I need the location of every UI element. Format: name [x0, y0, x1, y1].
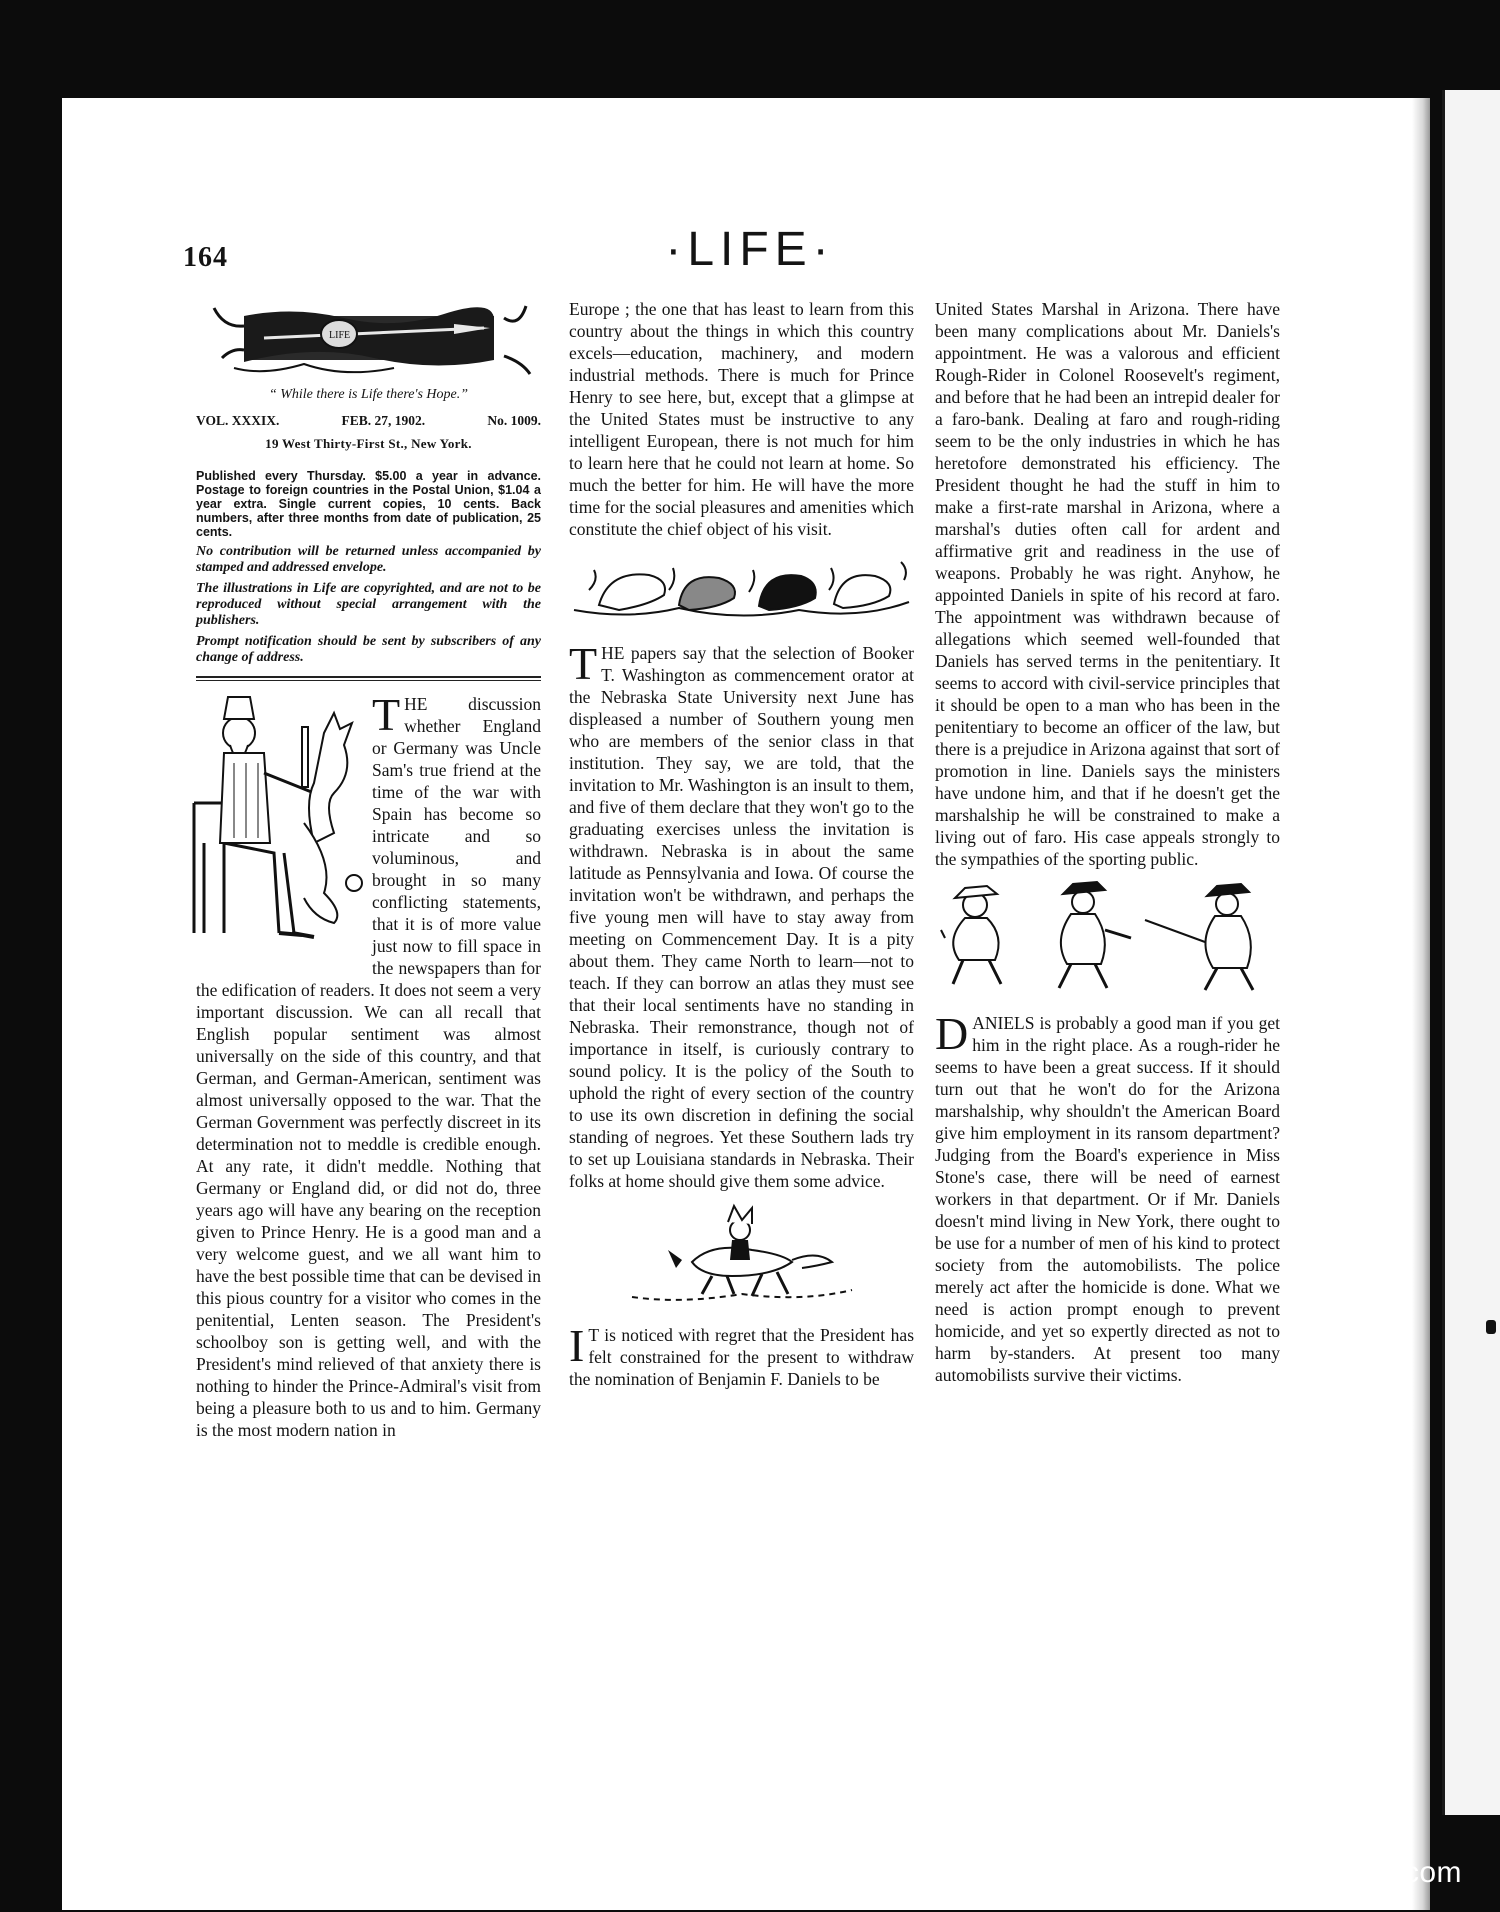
- dropcap-t-2: T: [569, 638, 598, 689]
- dropcap-i: I: [569, 1320, 585, 1371]
- volume-line: [196, 410, 541, 432]
- volume-number: VOL. XXXIX.: [196, 413, 280, 428]
- masthead-title: ·LIFE·: [665, 223, 835, 276]
- uncle-sam-illustration-wrap: [184, 693, 364, 953]
- chameleons-decorative-border: [569, 550, 914, 630]
- contribution-notice: No contribution will be returned unless accompanied by stamped and addressed envelope.: [196, 544, 541, 575]
- publication-info: Published every Thursday. $5.00 a year in advance. Postage to foreign countries in the Postal Union, $1.04 a year extra. Single current copies, 10 cents. Back numbers, after three months from date of publication, 25 cents.: [196, 469, 541, 539]
- dropcap-d: D: [935, 1008, 969, 1059]
- article-daniels-nomination-text: T is noticed with regret that the President has felt constrained for the present to withdraw the nomination of Benjamin F. Daniels to be: [569, 1325, 914, 1389]
- column-1: [196, 298, 541, 1441]
- page-fold-shadow: [1412, 98, 1430, 1910]
- article-daniels-rough-rider-text: ANIELS is probably a good man if you get him in the right place. As a rough-rider he seems to have been a great success. If it should turn out that he won't do for the Arizona marshalship, why shouldn't the American Board give him employment in its ransom department? Judging from the Board's experience in Miss Stone's case, there will be need of earnest workers in that department. Or if Mr. Daniels doesn't mind living in New York, there ought to be use for a number of men of his kind to protect society from the automobilists. The police merely act after the homicide is done. What we need is action prompt enough to prevent homicide, and yet so expertly directed as not to harm by-standers. At present too many automobilists survive their victims.: [935, 1013, 1280, 1385]
- issue-number: No. 1009.: [487, 413, 541, 428]
- life-masthead-vignette: [204, 298, 534, 380]
- article-booker-washington: [569, 638, 914, 1192]
- article-daniels-continued: United States Marshal in Arizona. There have been many complications about Mr. Daniels's appointment. He was a valorous and efficient Rough-Rider in Colonel Roosevelt's regiment, and before that he had been an intrepid dealer for a faro-bank. Dealing at faro and rough-riding seem to be the only industries in which he has heretofore demonstrated his efficiency. The President thought he had the stuff in him to make a first-rate marshal in Arizona, where a marshal's duties often call for ardent and affirmative grit and readiness in the use of weapons. Probably he was right. Anyhow, he appointed Daniels in spite of his record at faro. The appointment was withdrawn because of allegations which seemed well-founded that Daniels has served terms in the penitentiary. It seems to accord with civil-service principles that it should be open to a man who has been in the penitentiary to become an officer of the law, but there is a prejudice in Arizona against that sort of promotion in line. Daniels says the ministers have undone him, and that if he doesn't get the marshalship he will be constrained to make a living out of faro. His case appeals strongly to the sympathies of the sporting public.: [935, 299, 1280, 869]
- svg-text:LIFE: LIFE: [328, 330, 350, 341]
- column-3: [935, 298, 1280, 1386]
- publisher-address: 19 West Thirty-First St., New York.: [265, 436, 472, 451]
- dropcap-t: T: [372, 689, 401, 740]
- watermark: comicbooks.com: [1231, 1856, 1462, 1889]
- jester-on-horse-illustration: [622, 1202, 862, 1312]
- article-england-germany-text: HE discussion whether England or Germany was Uncle Sam's true friend at the time of the war with Spain has become so intricate and so voluminous, and brought in so many conflicting statements, that it is of more value just now to fill space in the newspapers than for the edification of readers. It does not seem a very important discussion. We can all recall that English popular sentiment was almost universally on the side of this country, and that German, and German-American, sentiment was almost universally opposed to the war. That the German Government was perfectly discreet in its determination not to meddle is credible enough. At any rate, it didn't meddle. Nothing that Germany or England did, or did not do, three years ago will have any bearing on the reception given to Prince Henry. He is a good man and a very welcome guest, and we all want him to have the best possible time that can be devised in this pious country for a visitor who comes in the penitential, Lenten season. The President's schoolboy son is getting well, and with the President's mind relieved of that anxiety there is nothing to hinder the Prince-Admiral's visit from being a pleasure both to us and to him. Germany is the most modern nation in: [196, 694, 542, 1440]
- divider-rule: [196, 676, 541, 681]
- article-england-germany: [196, 689, 542, 1441]
- three-duelling-figures-illustration: [935, 880, 1280, 1000]
- article-daniels-rough-rider: [935, 1008, 1280, 1386]
- address-change-notice: Prompt notification should be sent by subscribers of any change of address.: [196, 634, 541, 665]
- motto: “ While there is Life there's Hope.”: [268, 387, 469, 402]
- issue-date: FEB. 27, 1902.: [341, 413, 426, 428]
- page-number: 164: [183, 242, 228, 273]
- page-edge-mark: [1486, 1320, 1496, 1334]
- copyright-notice: The illustrations in Life are copyrighted, and are not to be reproduced without special arrangement with the publishers.: [196, 581, 541, 628]
- article-booker-washington-text: HE papers say that the selection of Booker T. Washington as commencement orator at the Nebraska State University next June has displeased a number of Southern young men who are members of the senior class in that institution. They say, we are told, that the invitation to Mr. Washington is an insult to them, and five of them declare that they won't go to the graduating exercises unless the invitation is withdrawn. Nebraska is in about the same latitude as Pennsylvania and Iowa. Of course the invitation won't be withdrawn, and perhaps the five young men will have to stay away from meeting on Commencement Day. It is a pity about them. They came North to learn—not to teach. If they can borrow an atlas they must see that their local sentiments have no standing in Nebraska. Their remonstrance, though not of importance in itself, is curiously contrary to sound policy. It is the policy of the South to uphold the right of every section of the country to use its own discretion in defining the social standing of negroes. Yet these Southern lads try to set up Louisiana standards in Nebraska. Their folks at home should give them some advice.: [569, 643, 914, 1191]
- column-2: [569, 298, 914, 1390]
- article-prince-henry-continued: Europe ; the one that has least to learn from this country about the things in which this country excels—education, machinery, and modern industrial methods. There is much for Prince Henry to see here, but, except that a glimpse at the United States must be instructive to any intelligent European, there is not much for him to learn here that he could not learn at home. So much the better for him. He will have the more time for the social pleasures and amenities which constitute the chief object of his visit.: [569, 299, 914, 539]
- next-page-edge: [1442, 90, 1500, 1815]
- article-daniels-nomination: [569, 1320, 914, 1390]
- uncle-sam-with-puppets-illustration: [184, 693, 364, 953]
